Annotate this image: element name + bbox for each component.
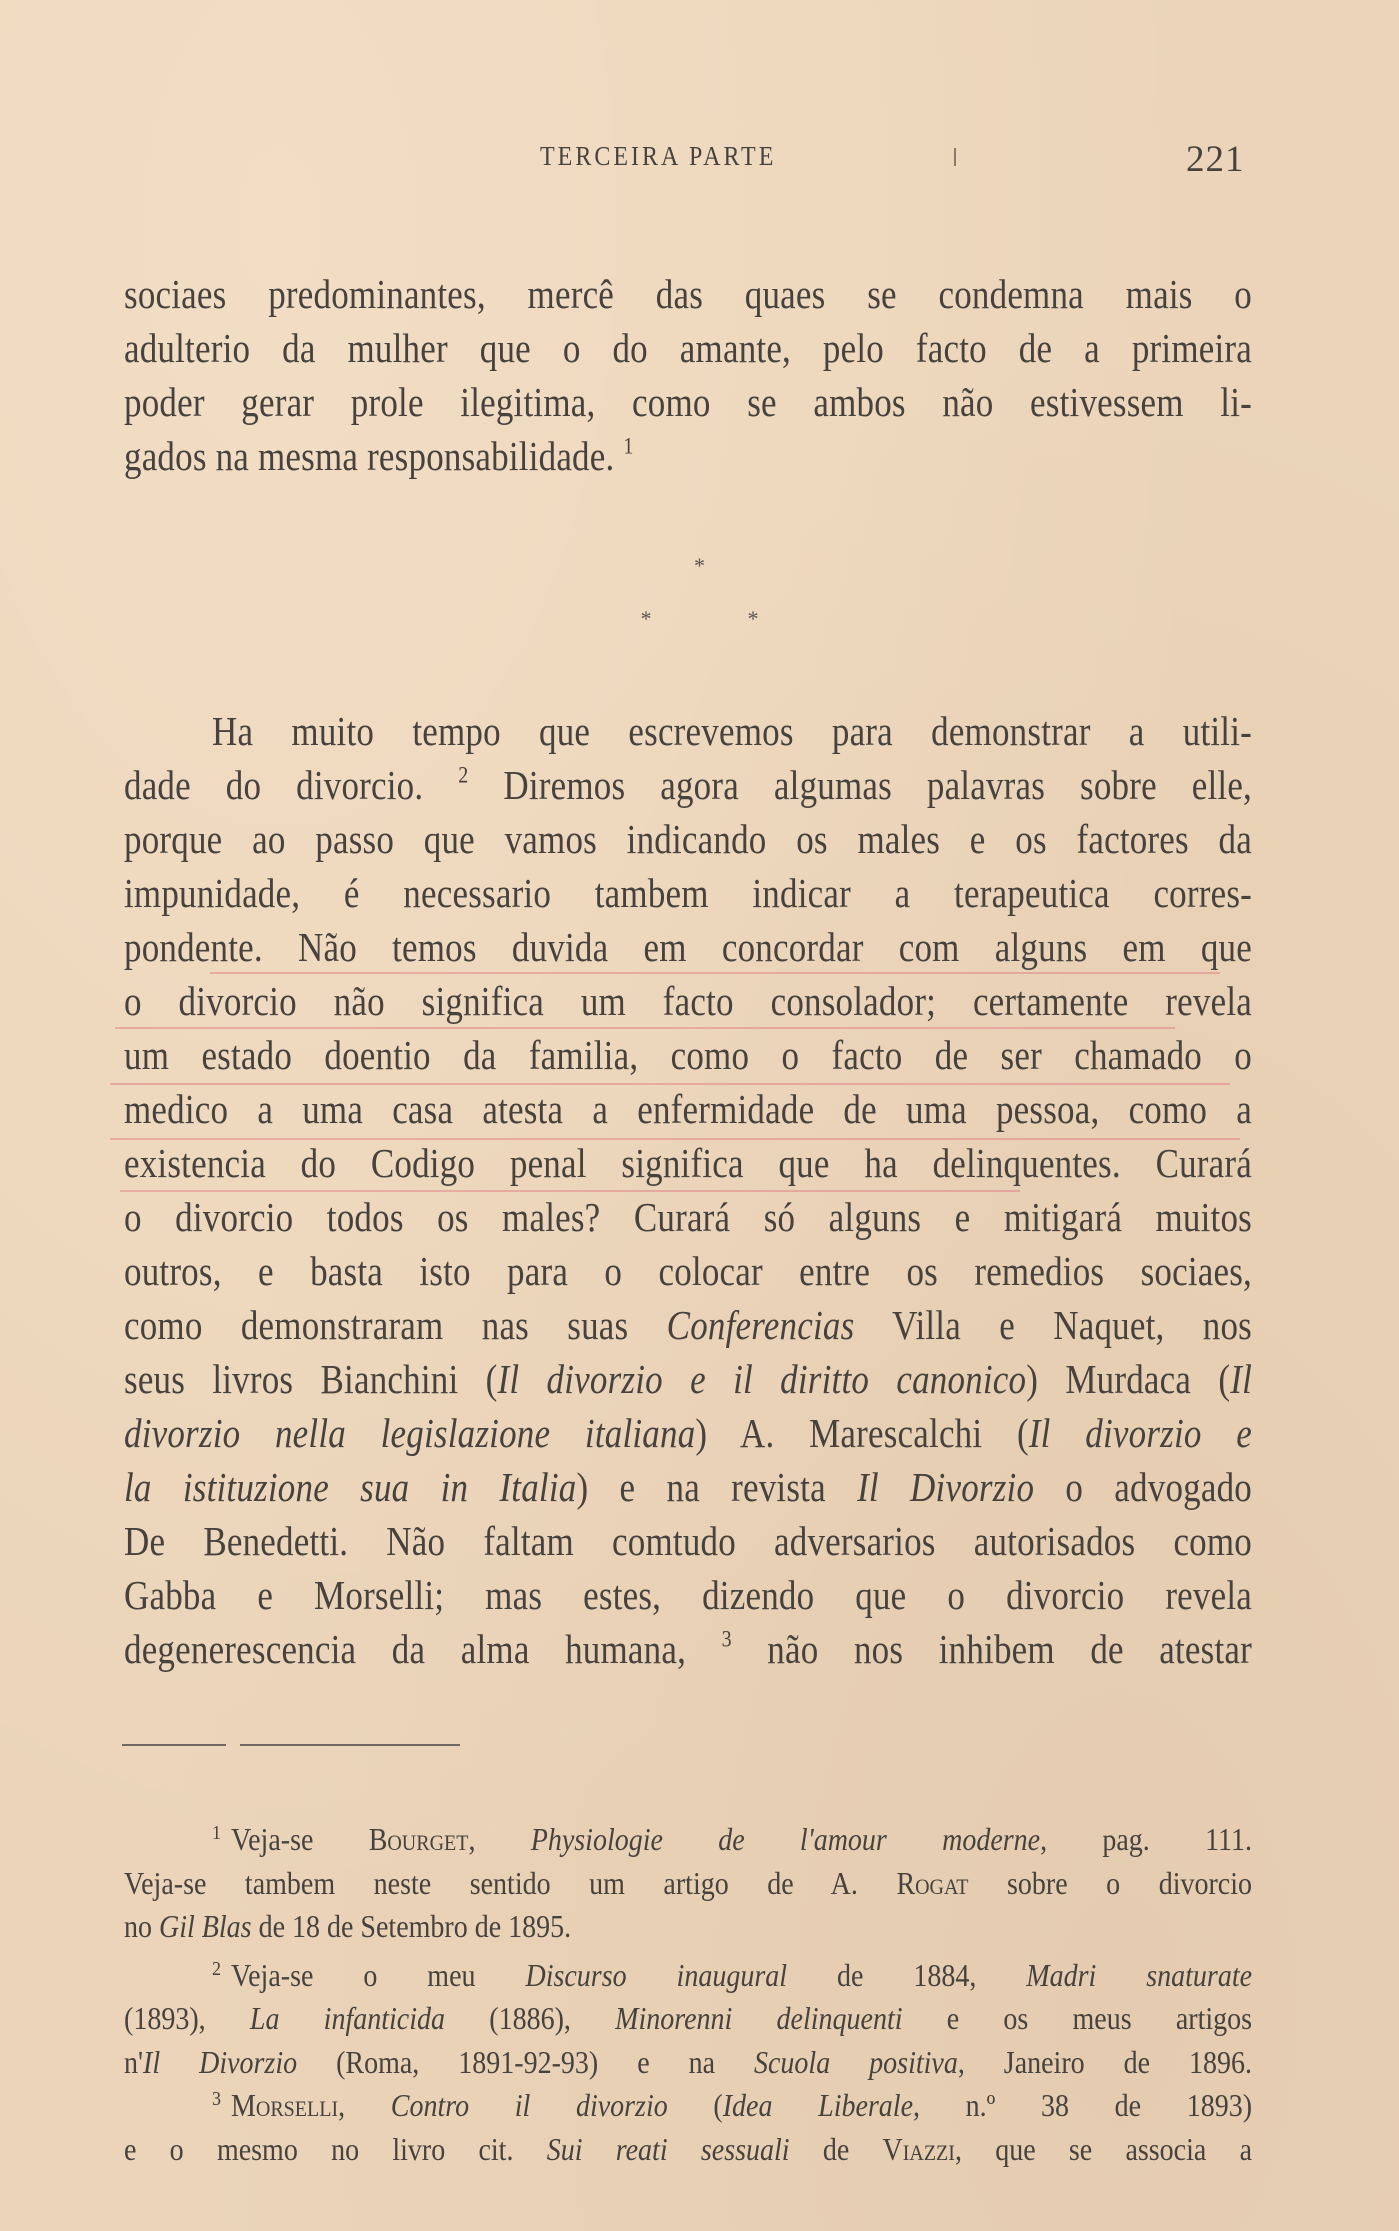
- asterisk-icon: *: [694, 553, 705, 578]
- footnote-separator: [240, 1744, 460, 1746]
- page-number: 221: [1186, 139, 1245, 180]
- italic-title: Madri snaturate: [1026, 1958, 1253, 1994]
- text-segment: ) e na revista: [576, 1464, 826, 1511]
- italic-title: La infanticida: [249, 2002, 446, 2037]
- text-segment: no: [124, 1910, 152, 1945]
- text-segment: de: [822, 2132, 850, 2168]
- text-line: De Benedetti. Não faltam comtudo adversarios autorisados como: [124, 1518, 1252, 1565]
- footnote-ref: 3: [721, 1626, 732, 1653]
- text-segment: ,: [338, 2089, 346, 2124]
- text-line: adulterio da mulher que o do amante, pelo facto de a primeira: [124, 325, 1252, 372]
- text-segment: não nos inhibem de atestar: [767, 1626, 1252, 1673]
- author-name: Morselli: [231, 2089, 339, 2124]
- text-segment: o advogado: [1065, 1464, 1252, 1511]
- text-segment: como demonstraram nas suas: [124, 1302, 629, 1349]
- italic-title: Scuola positiva: [754, 2045, 958, 2081]
- italic-title: Il Divorzio: [857, 1464, 1035, 1511]
- footnote-ref: 1: [623, 433, 634, 460]
- italic-title: Il: [1230, 1356, 1253, 1403]
- text-segment: e os meus artigos: [946, 2002, 1253, 2037]
- text-segment: seus livros Bianchini (: [124, 1356, 498, 1403]
- text-line: [124, 425, 1252, 489]
- text-line: sociaes predominantes, mercê das quaes se condemna mais o: [124, 271, 1252, 318]
- footnote-number: 3: [212, 2086, 221, 2110]
- text-line: outros, e basta isto para o colocar entre os remedios sociaes,: [124, 1248, 1252, 1295]
- text-segment: sobre o divorcio: [1006, 1866, 1253, 1902]
- footnote-separator: [122, 1744, 226, 1746]
- text-segment: gados na mesma responsabilidade.: [124, 433, 615, 480]
- italic-title: Contro il divorzio: [390, 2089, 668, 2124]
- author-name: Viazzi: [882, 2132, 955, 2168]
- text-segment: ) A. Marescalchi (: [695, 1410, 1029, 1457]
- running-title: TERCEIRA PARTE: [540, 142, 777, 172]
- italic-title: Il Divorzio: [143, 2045, 298, 2081]
- italic-title: Discurso inaugural: [525, 1958, 787, 1994]
- text-line: Gabba e Morselli; mas estes, dizendo que o divorcio revela: [124, 1572, 1252, 1619]
- text-line: porque ao passo que vamos indicando os males e os factores da: [124, 816, 1252, 863]
- text-line: existencia do Codigo penal significa que ha delinquentes. Curará: [124, 1140, 1252, 1187]
- footnote-line: [124, 2126, 1252, 2175]
- footnotes: [124, 1819, 1252, 2172]
- text-segment: (1886),: [489, 2002, 571, 2037]
- italic-title: Idea Liberale: [722, 2089, 913, 2124]
- italic-title: Conferencias: [666, 1302, 855, 1349]
- footnote-ref: 2: [458, 762, 469, 789]
- text-segment: e o mesmo no livro cit.: [124, 2132, 514, 2168]
- italic-title: la istituzione sua in Italia: [124, 1464, 577, 1511]
- footnote-number: 2: [212, 1956, 221, 1979]
- text-segment: Diremos agora algumas palavras sobre elle,: [503, 762, 1253, 809]
- text-segment: de 18 de Setembro de 1895.: [258, 1910, 572, 1945]
- footnote-line: [124, 1995, 1252, 2044]
- text-segment: ) Murdaca (: [1026, 1356, 1231, 1403]
- running-head: [0, 138, 1399, 178]
- stray-mark: [954, 148, 956, 166]
- italic-title: Sui reati sessuali: [546, 2132, 790, 2168]
- text-segment: dade do divorcio.: [124, 762, 424, 809]
- text-segment: , Janeiro de 1896.: [957, 2045, 1253, 2081]
- italic-title: Il divorzio e il diritto canonico: [497, 1356, 1027, 1403]
- text-line: Ha muito tempo que escrevemos para demonstrar a utili-: [212, 708, 1252, 755]
- footnote-line: [124, 1860, 1252, 1909]
- text-segment: de 1884,: [836, 1958, 977, 1994]
- asterism-bottom: [0, 606, 1399, 632]
- footnote-line: [124, 2039, 1252, 2088]
- text-line: o divorcio não significa um facto consolador; certamente revela: [124, 978, 1252, 1025]
- text-line: [124, 1618, 1252, 1682]
- italic-title: Physiologie de l'amour moderne: [530, 1823, 1041, 1858]
- text-segment: , pag. 111.: [1040, 1823, 1252, 1858]
- text-segment: n': [124, 2045, 144, 2081]
- paragraph-continuation: [124, 268, 1252, 484]
- footnote-2: [124, 1952, 1252, 2001]
- author-name: Rogat: [896, 1866, 969, 1902]
- text-segment: (: [713, 2089, 723, 2124]
- text-segment: , que se associa a: [954, 2132, 1252, 2168]
- text-segment: Villa e Naquet, nos: [892, 1302, 1252, 1349]
- text-segment: (Roma, 1891-92-93) e na: [336, 2045, 716, 2081]
- italic-title: Minorenni delinquenti: [615, 2002, 903, 2037]
- text-segment: (1893),: [124, 2002, 206, 2037]
- text-line: um estado doentio da familia, como o facto de ser chamado o: [124, 1032, 1252, 1079]
- text-segment: Veja-se o meu: [231, 1958, 476, 1994]
- text-line: pondente. Não temos duvida em concordar com alguns em que: [124, 924, 1252, 971]
- text-segment: ,: [468, 1823, 476, 1858]
- paragraph-divorce: [124, 705, 1252, 1677]
- italic-title: Il divorzio e: [1028, 1410, 1252, 1457]
- italic-title: Gil Blas: [159, 1910, 252, 1945]
- footnote-1: [124, 1816, 1252, 1865]
- asterism-top: [0, 553, 1399, 579]
- text-line: impunidade, é necessario tambem indicar a terapeutica corres-: [124, 870, 1252, 917]
- text-segment: degenerescencia da alma humana,: [124, 1626, 687, 1673]
- footnote-line: [124, 1903, 1252, 1952]
- text-segment: Veja-se tambem neste sentido um artigo de A.: [124, 1866, 858, 1902]
- asterisk-icon: *: [747, 606, 759, 631]
- text-segment: Veja-se: [231, 1823, 314, 1858]
- asterisk-icon: *: [640, 606, 652, 631]
- text-line: o divorcio todos os males? Curará só alguns e mitigará muitos: [124, 1194, 1252, 1241]
- author-name: Bourget: [368, 1823, 469, 1858]
- text-line: poder gerar prole ilegitima, como se ambos não estivessem li-: [124, 379, 1252, 426]
- italic-title: divorzio nella legislazione italiana: [124, 1410, 696, 1457]
- footnote-number: 1: [212, 1820, 221, 1844]
- text-segment: , n.º 38 de 1893): [913, 2089, 1253, 2124]
- text-line: medico a uma casa atesta a enfermidade de uma pessoa, como a: [124, 1086, 1252, 1133]
- footnote-3: [124, 2082, 1252, 2131]
